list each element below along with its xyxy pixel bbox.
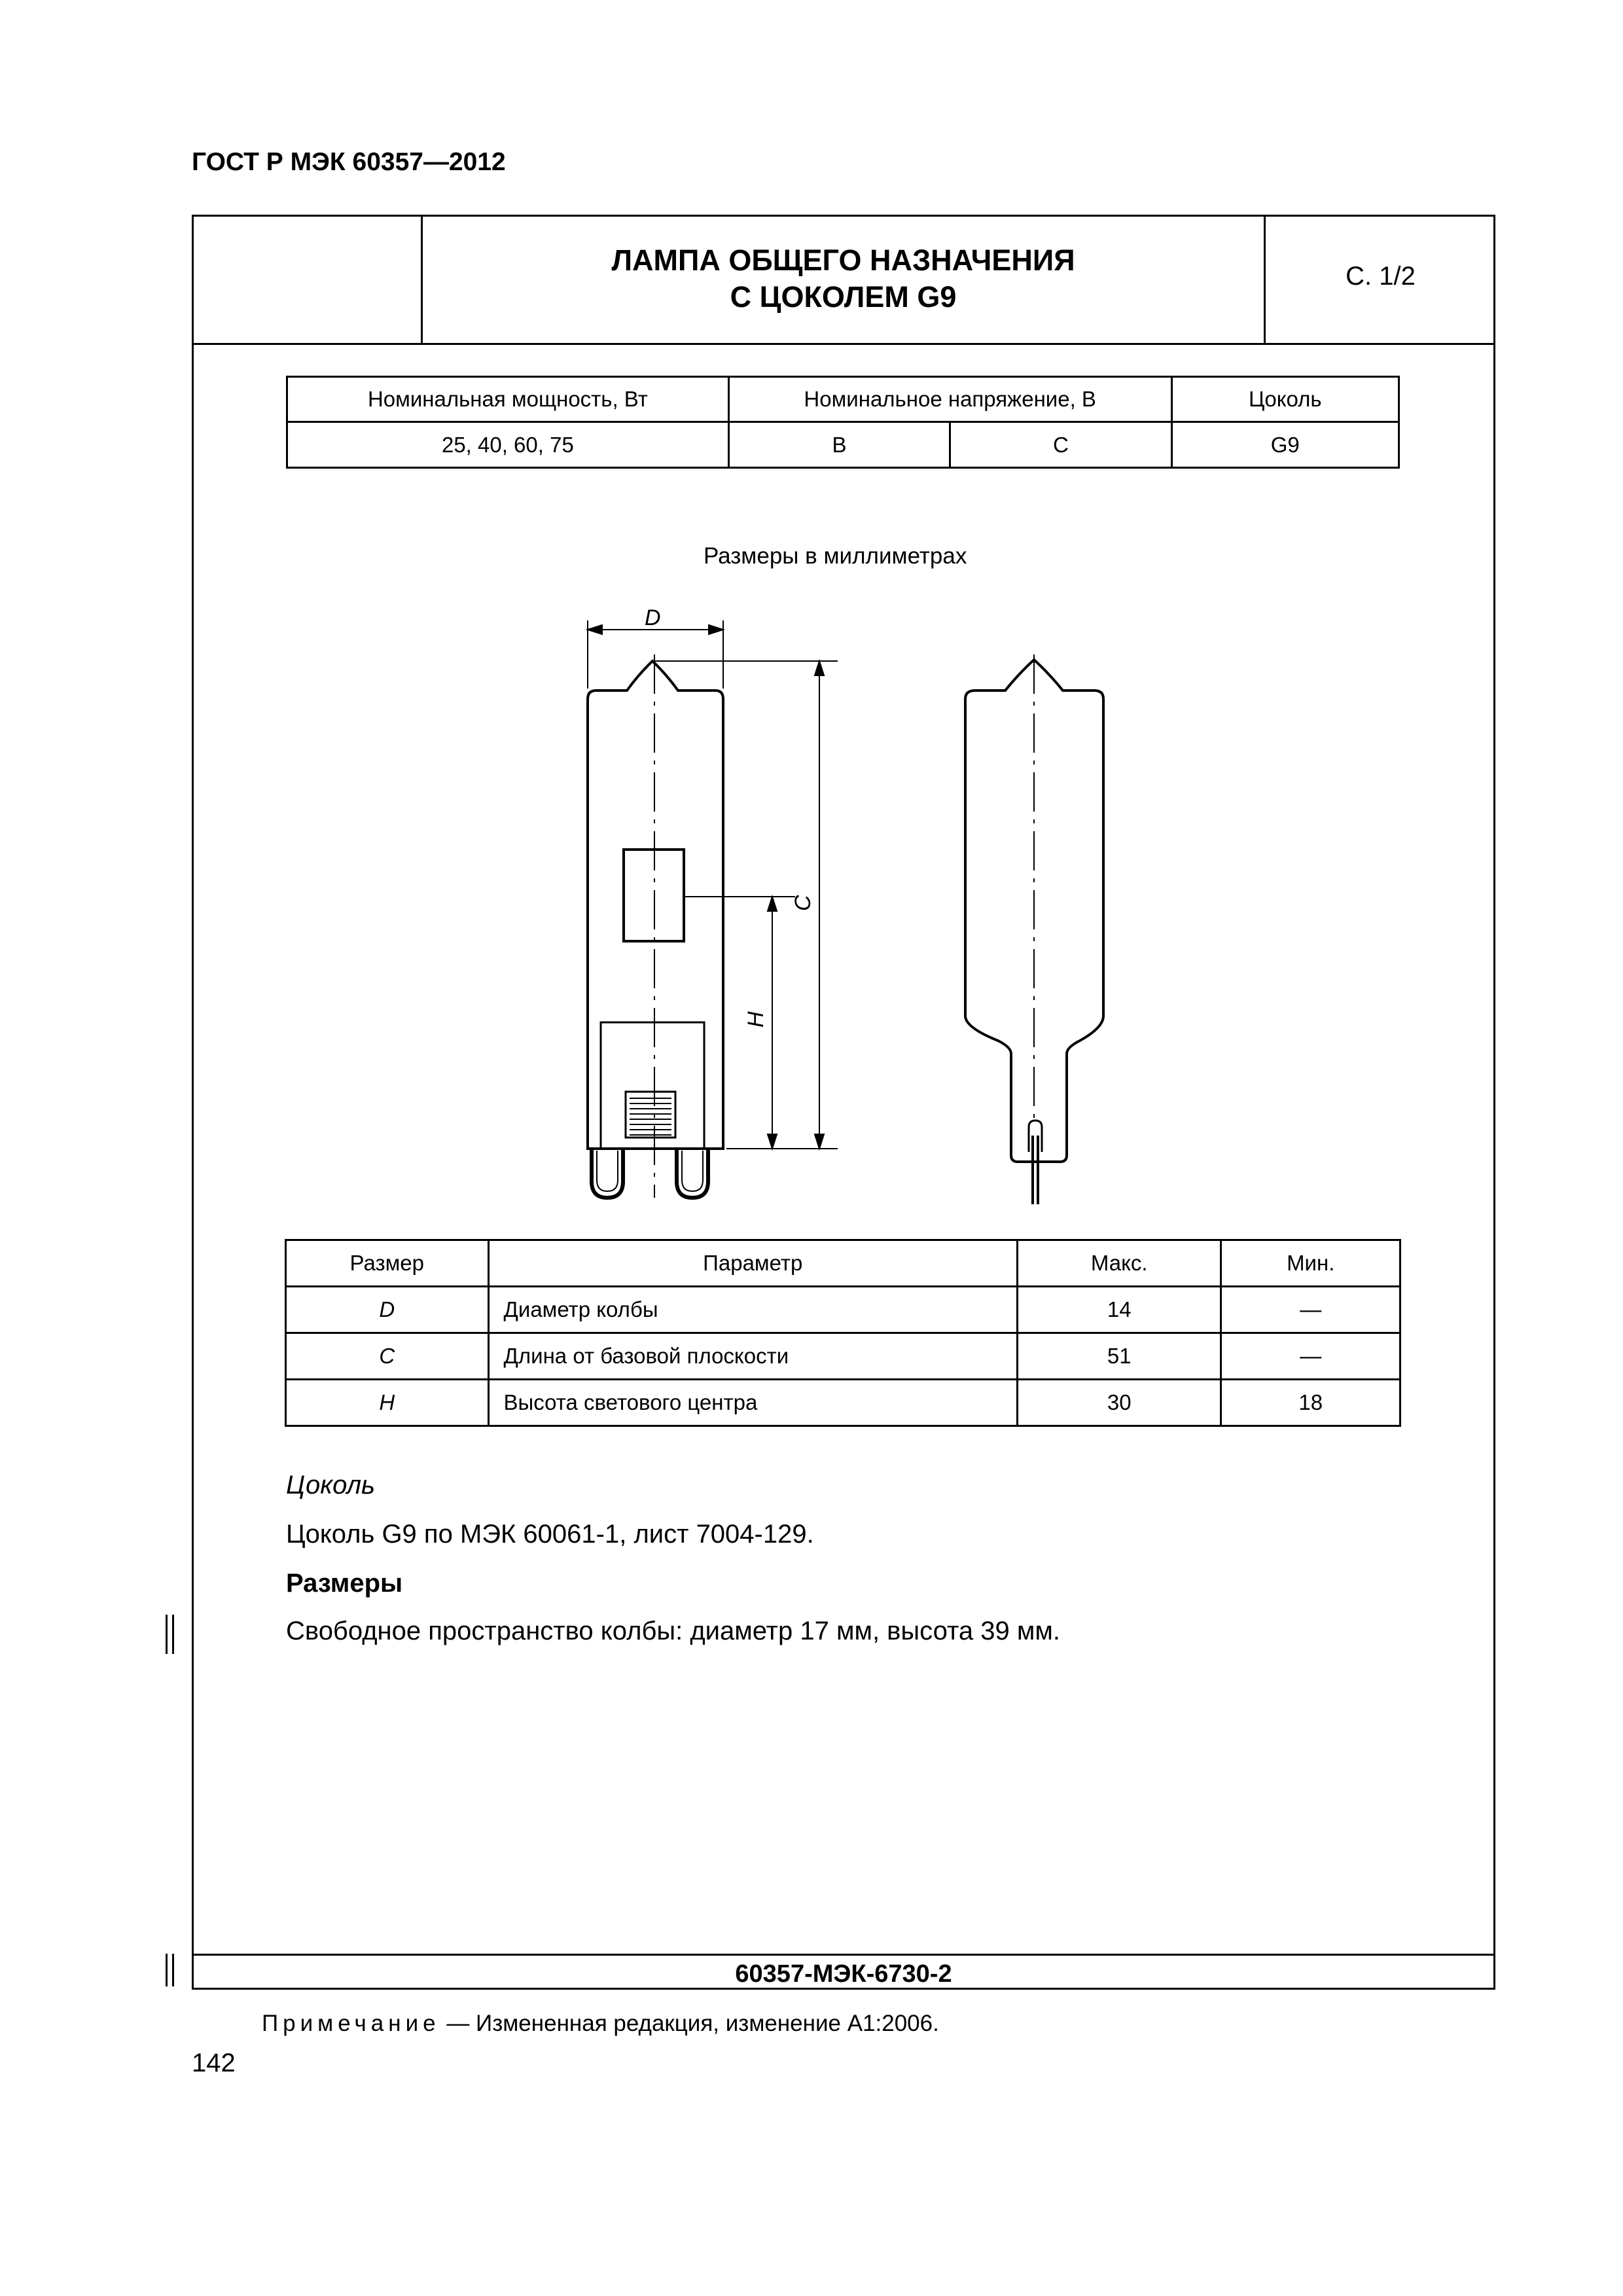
value-voltage-b: B [728,422,950,468]
header-voltage: Номинальное напряжение, В [728,377,1171,422]
sheet-title-line2: С ЦОКОЛЕМ G9 [730,280,957,314]
note [262,2011,939,2037]
row-max: 51 [1018,1333,1221,1380]
value-base: G9 [1171,422,1399,468]
table-row [286,1380,1400,1426]
standard-code: ГОСТ Р МЭК 60357—2012 [192,148,506,176]
header-parameter: Параметр [488,1240,1017,1287]
label-c: C [791,895,815,911]
row-symbol: H [286,1380,489,1426]
change-bar-footer-left [166,1954,168,1986]
base-text: Цоколь G9 по МЭК 60061-1, лист 7004-129. [286,1520,814,1549]
note-prefix: Примечание [262,2011,440,2036]
label-d: D [645,605,661,630]
header-min: Мин. [1221,1240,1400,1287]
row-max: 30 [1018,1380,1221,1426]
sheet-code: 60357-МЭК-6730-2 [735,1960,952,1988]
ratings-table [286,376,1400,469]
page-number: 142 [192,2049,236,2077]
ratings-value-row [287,422,1399,468]
row-symbol: D [286,1287,489,1333]
base-pinch-hatching [630,1098,671,1135]
row-max: 14 [1018,1287,1221,1333]
row-min: — [1221,1287,1400,1333]
header-divider [192,343,1495,345]
table-row [286,1333,1400,1380]
dimension-d [588,620,723,689]
row-min: 18 [1221,1380,1400,1426]
lamp-drawing [576,599,1139,1221]
header-power: Номинальная мощность, Вт [287,377,729,422]
row-min: — [1221,1333,1400,1380]
table-row [286,1287,1400,1333]
row-symbol: C [286,1333,489,1380]
units-note: Размеры в миллиметрах [704,543,967,569]
dimensions-text: Свободное пространство колбы: диаметр 17 мм, высота 39 мм. [286,1617,1060,1645]
row-parameter: Длина от базовой плоскости [488,1333,1017,1380]
ratings-header-row [287,377,1399,422]
note-text: — Измененная редакция, изменение А1:2006. [440,2011,939,2036]
lamp-front-view [588,661,723,1198]
header-base: Цоколь [1171,377,1399,422]
dimensions-heading: Размеры [286,1569,403,1598]
row-parameter: Диаметр колбы [488,1287,1017,1333]
sheet-page-ref: С. 1/2 [1346,262,1416,291]
sheet-title-line1: ЛАМПА ОБЩЕГО НАЗНАЧЕНИЯ [611,243,1075,277]
header-size: Размер [286,1240,489,1287]
footer-divider [192,1954,1495,1956]
change-bar-left [166,1615,168,1654]
dimensions-table [285,1239,1401,1427]
row-parameter: Высота светового центра [488,1380,1017,1426]
dimensions-header-row [286,1240,1400,1287]
change-bar-footer-right [172,1954,174,1986]
base-heading: Цоколь [286,1471,376,1499]
sheet-title [423,242,1264,315]
change-bar-right [172,1615,174,1654]
value-power: 25, 40, 60, 75 [287,422,729,468]
header-max: Макс. [1018,1240,1221,1287]
label-h: H [743,1011,768,1028]
value-voltage-c: C [950,422,1171,468]
